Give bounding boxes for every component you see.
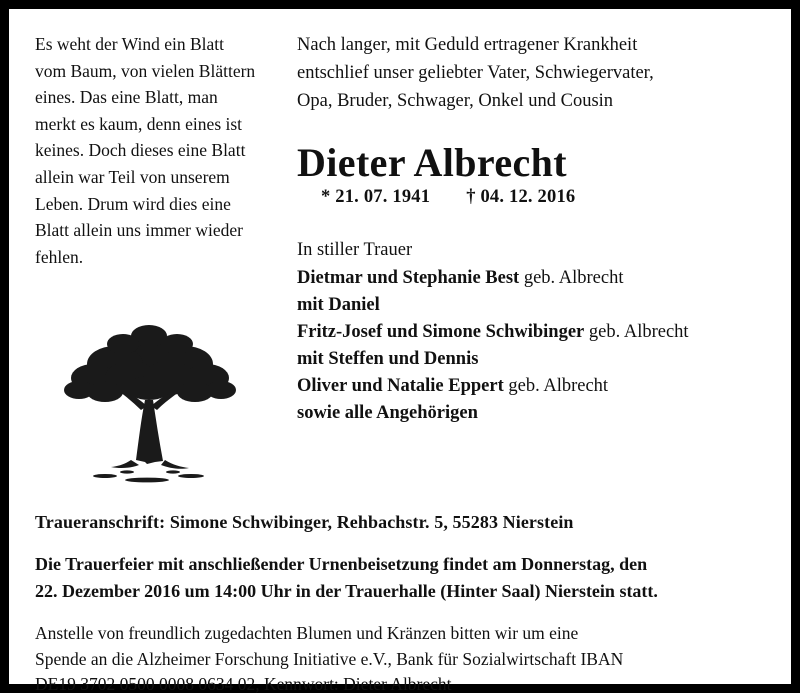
donation-line: Spende an die Alzheimer Forschung Initiative e.V., Bank für Sozialwirtschaft IBAN (35, 648, 624, 669)
ceremony-line: 22. Dezember 2016 um 14:00 Uhr in der Trauerhalle (Hinter Saal) Nierstein statt. (35, 581, 658, 602)
intro-line: Opa, Bruder, Schwager, Onkel und Cousin (297, 91, 614, 112)
poem-line: merkt es kaum, denn eines ist (35, 113, 243, 134)
mourner-name: Dietmar und Stephanie Best (297, 268, 520, 289)
ceremony-line: Die Trauerfeier mit anschließender Urnenbeisetzung findet am Donnerstag, den (35, 554, 648, 575)
mourner-name: mit Daniel (297, 295, 380, 316)
mourner-suffix: geb. Albrecht (503, 376, 609, 397)
birth-date: * 21. 07. 1941 (321, 187, 431, 208)
intro-block (297, 31, 765, 115)
mourner-suffix: geb. Albrecht (584, 322, 689, 343)
poem-line: Blatt allein uns immer wieder (35, 220, 244, 241)
mourners-heading: In stiller Trauer (297, 240, 413, 261)
donation-info (35, 621, 765, 697)
mourner-entry (297, 265, 765, 292)
intro-line: entschlief unser geliebter Vater, Schwiegervater, (297, 63, 654, 84)
mourner-name: Fritz-Josef und Simone Schwibinger (297, 322, 585, 343)
poem-line: keines. Doch dieses eine Blatt (35, 140, 246, 161)
mourner-entry (297, 346, 765, 373)
left-column (35, 31, 287, 492)
mourner-name: Oliver und Natalie Eppert (297, 376, 504, 397)
poem-line: eines. Das eine Blatt, man (35, 87, 218, 108)
mourner-entry (297, 373, 765, 400)
mourner-entry (297, 292, 765, 319)
poem-line: allein war Teil von unserem (35, 166, 230, 187)
tree-illustration-icon (35, 314, 265, 492)
ceremony-info (35, 551, 765, 605)
deceased-name: Dieter Albrecht (297, 140, 568, 186)
poem-line: Es weht der Wind ein Blatt (35, 34, 225, 54)
mourner-name: mit Steffen und Dennis (297, 349, 479, 370)
poem-line: Leben. Drum wird dies eine (35, 193, 231, 214)
right-column (287, 31, 765, 427)
obituary-inner-frame (7, 7, 793, 695)
poem-line: fehlen. (35, 246, 84, 267)
donation-line: Anstelle von freundlich zugedachten Blumen und Kränzen bitten wir um eine (35, 623, 579, 644)
poem-line: vom Baum, von vielen Blättern (35, 60, 256, 81)
condolence-address: Traueranschrift: Simone Schwibinger, Rehbachstr. 5, 55283 Nierstein (35, 512, 574, 533)
intro-line: Nach langer, mit Geduld ertragener Krankheit (297, 35, 638, 55)
mourner-suffix: geb. Albrecht (519, 268, 624, 289)
deceased-dates (321, 187, 765, 208)
bottom-block (35, 512, 765, 697)
obituary-columns (35, 31, 765, 492)
mourner-entry (297, 319, 765, 346)
mourner-name: sowie alle Angehörigen (297, 403, 478, 424)
donation-line: DE19 3702 0500 0008 0634 02, Kennwort: Dieter Albrecht (35, 674, 452, 695)
poem-block (35, 31, 275, 270)
death-date: † 04. 12. 2016 (466, 187, 576, 208)
mourner-entry (297, 400, 765, 427)
